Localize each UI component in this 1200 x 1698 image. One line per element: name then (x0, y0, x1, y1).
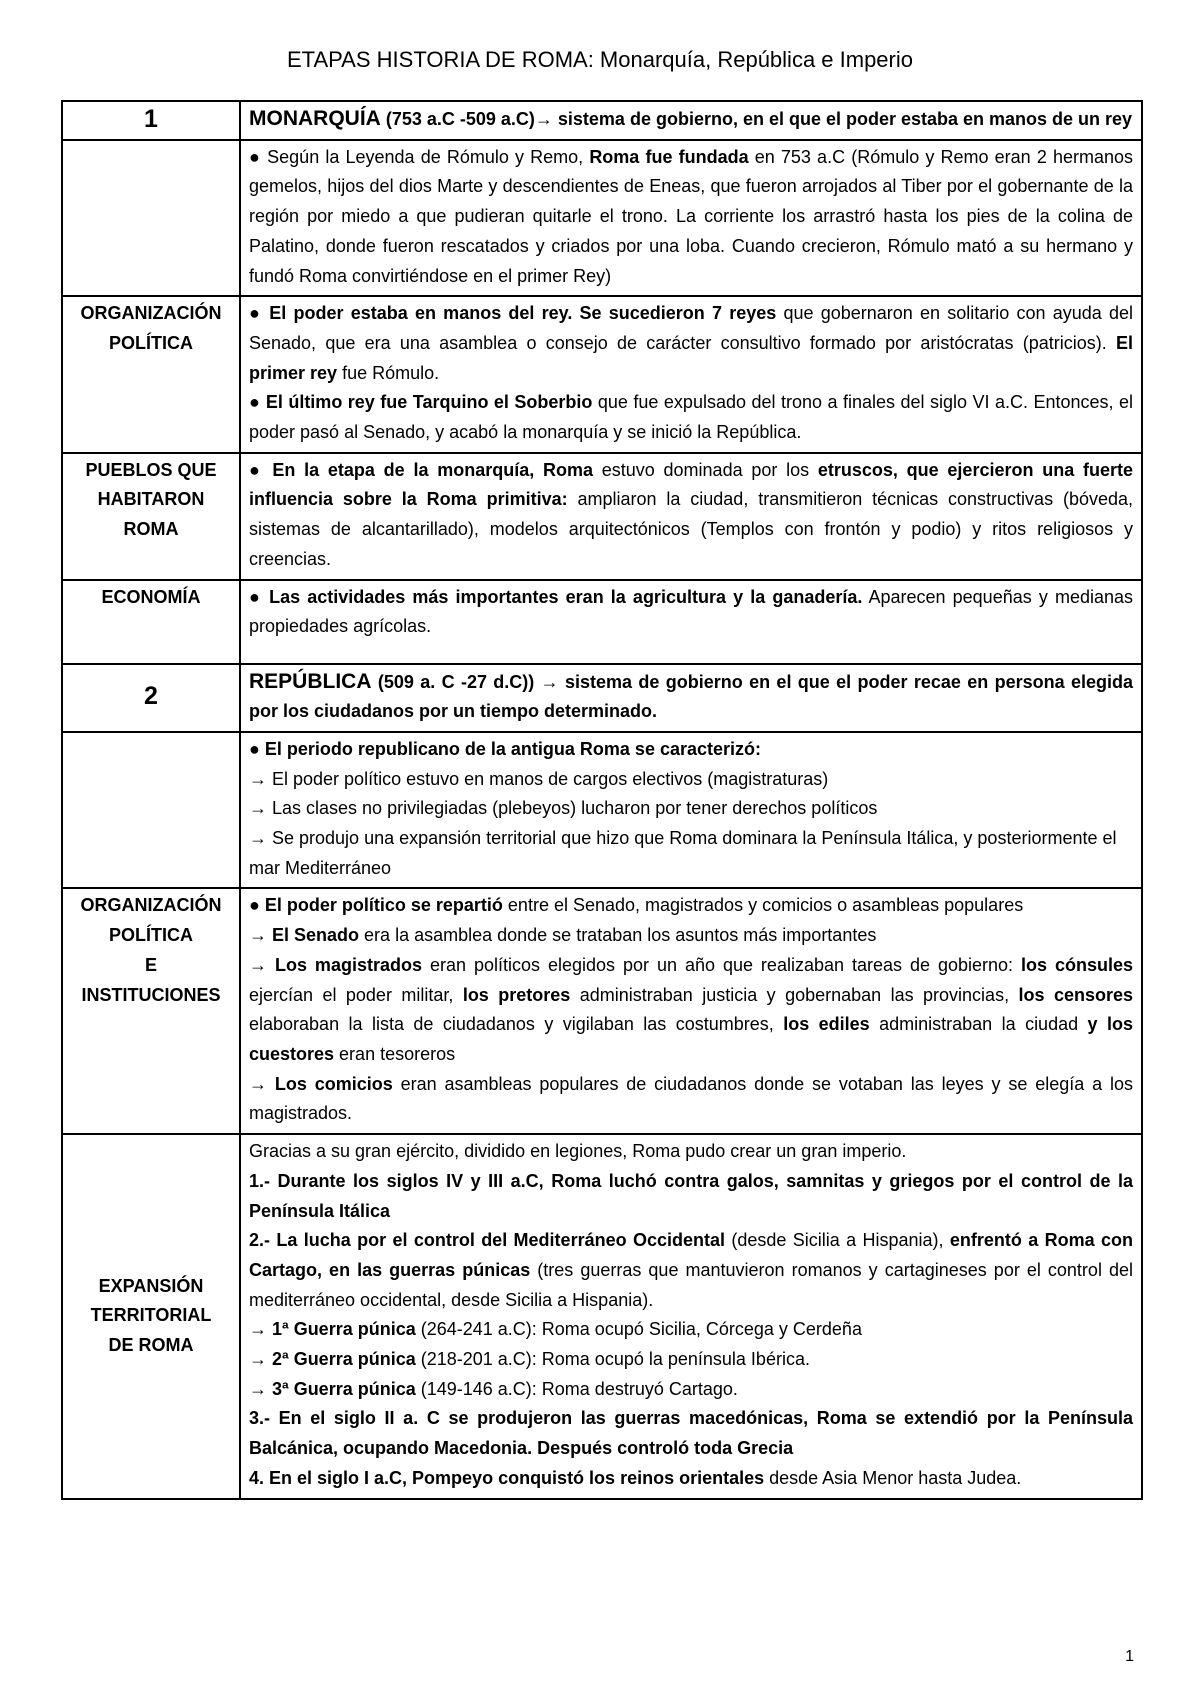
republica-expansion-text (240, 1134, 1142, 1498)
row-label-line: ORGANIZACIÓN (80, 895, 222, 916)
paragraph (249, 1345, 1133, 1375)
text-segment: → (249, 925, 273, 946)
paragraph (249, 1375, 1133, 1405)
paragraph (249, 299, 1133, 388)
text-segment: etruscos, que ejercieron una fuerte influencia sobre la Roma primitiva: (249, 459, 1133, 510)
page-title: ETAPAS HISTORIA DE ROMA: Monarquía, República e Imperio (286, 47, 913, 72)
text-segment: Gracias a su gran ejército, dividido en legiones, Roma pudo crear un gran imperio. (249, 1141, 907, 1162)
text-segment: fue Rómulo. (337, 362, 440, 383)
paragraph (249, 1464, 1133, 1494)
paragraph (249, 951, 1133, 1070)
text-segment: (264-241 a.C): Roma ocupó Sicilia, Córcega y Cerdeña (415, 1319, 862, 1340)
paragraph (249, 824, 1133, 883)
section-number: 2 (62, 664, 240, 732)
text-segment: → (249, 954, 275, 975)
text-segment: elaboraban la lista de ciudadanos y vigilaban las costumbres, (249, 1014, 784, 1035)
republica-organizacion-row (62, 888, 1142, 1134)
text-segment: que fue expulsado del trono a finales del siglo VI a.C. Entonces, el poder pasó al Senado, y acabó la monarquía y se inició la República. (249, 392, 1134, 443)
paragraph (249, 921, 1133, 951)
monarquia-header (240, 101, 1142, 140)
text-segment: El primer rey (249, 332, 1133, 383)
row-label-pueblos (62, 453, 240, 580)
text-segment: → (249, 1319, 273, 1340)
text-segment: ejercían el poder militar, (249, 984, 463, 1005)
monarquia-pueblos-text (240, 453, 1142, 580)
text-segment: Roma fue fundada (589, 146, 749, 167)
paragraph (249, 1404, 1133, 1463)
paragraph (249, 765, 1133, 795)
monarquia-economia-row (62, 580, 1142, 664)
text-segment: ● Las actividades más importantes eran la agricultura y la ganadería. (249, 586, 863, 607)
text-segment: → El poder político estuvo en manos de cargos electivos (magistraturas) (249, 768, 829, 789)
row-label-line: E (144, 954, 157, 975)
text-segment: Aparecen pequeñas y medianas propiedades agrícolas. (249, 586, 1134, 637)
text-segment: (218-201 a.C): Roma ocupó la península Ibérica. (415, 1349, 810, 1370)
monarquia-organizacion-text (240, 296, 1142, 453)
text-segment: y los cuestores (249, 1014, 1133, 1064)
republica-organizacion-text (240, 888, 1142, 1134)
republica-expansion-row (62, 1134, 1142, 1498)
text-segment: administraban justicia y gobernaban las provincias, (570, 984, 1019, 1005)
text-segment: ● (249, 146, 268, 167)
republica-header (240, 664, 1142, 732)
row-label-line: ORGANIZACIÓN (80, 303, 222, 324)
empty-label-cell (62, 140, 240, 297)
text-segment: ● El poder político se repartió (249, 895, 503, 916)
text-segment: entre el Senado, magistrados y comicios o asambleas populares (502, 895, 1024, 916)
paragraph (249, 1167, 1133, 1226)
text-segment: ampliaron la ciudad, transmitieron técnicas constructivas (bóveda, sistemas de alcantarillado), modelos arquitectónicos (Templos con frontón y podio) y ritos religiosos y creencias. (249, 489, 1133, 569)
paragraph (249, 1226, 1133, 1315)
text-segment: Los magistrados (274, 954, 422, 975)
republica-header-row (62, 664, 1142, 732)
text-segment: desde Asia Menor hasta Judea. (764, 1467, 1022, 1488)
text-segment: ● El periodo republicano de la antigua Roma se caracterizó: (249, 738, 761, 759)
text-segment: eran tesoreros (334, 1043, 456, 1064)
text-segment: 2ª Guerra púnica (272, 1349, 416, 1370)
text-segment: Los comicios (274, 1073, 393, 1094)
text-segment: MONARQUÍA (249, 107, 381, 130)
text-segment: 3ª Guerra púnica (272, 1378, 416, 1399)
row-label-line: ECONOMÍA (101, 586, 201, 607)
text-segment: eran asambleas populares de ciudadanos donde se votaban las leyes y se elegía a los magistrados. (249, 1073, 1133, 1124)
text-segment: que gobernaron en solitario con ayuda del Senado, que era una asamblea o consejo de carácter consultivo formado por aristócratas (patricios). (249, 303, 1133, 353)
paragraph (249, 1315, 1133, 1345)
text-segment: estuvo dominada por los (592, 459, 818, 480)
row-label-line: POLÍTICA (109, 332, 193, 353)
text-segment: ● El último rey fue Tarquino el Soberbio (249, 392, 593, 413)
text-segment: REPÚBLICA (249, 669, 372, 693)
text-segment: → (249, 1378, 273, 1399)
text-segment: 3.- En el siglo II a. C se produjeron las guerras macedónicas, Roma se extendió por la Península Balcánica, ocupando Macedonia. Después controló toda Grecia (249, 1408, 1133, 1459)
text-segment: los cónsules (1020, 954, 1133, 975)
row-label-line: PUEBLOS QUE (85, 459, 217, 480)
text-segment: → (249, 1349, 273, 1370)
paragraph (249, 1137, 1133, 1167)
paragraph (249, 891, 1133, 921)
row-label-line: ROMA (123, 519, 179, 540)
text-segment: (149-146 a.C): Roma destruyó Cartago. (415, 1378, 738, 1399)
history-table (61, 100, 1143, 1500)
text-segment: Según la Leyenda de Rómulo y Remo, (267, 146, 590, 167)
row-label-line: DE ROMA (108, 1335, 194, 1356)
republica-caracteristicas-text (240, 732, 1142, 889)
row-label-line: TERRITORIAL (90, 1305, 212, 1326)
monarquia-organizacion-row (62, 296, 1142, 453)
text-segment: 2.- La lucha por el control del Mediterráneo Occidental (249, 1230, 725, 1251)
text-segment: 1.- Durante los siglos IV y III a.C, Roma luchó contra galos, samnitas y griegos por el control de la Península Itálica (249, 1170, 1133, 1221)
text-segment: → Se produjo una expansión territorial que hizo que Roma dominara la Península Itálica, y posteriormente el mar Mediterráneo (249, 828, 1117, 878)
text-segment: enfrentó a Roma con Cartago, en las guerras púnicas (249, 1230, 1133, 1280)
text-segment: era la asamblea donde se trataban los asuntos más importantes (359, 925, 877, 946)
monarquia-header-row (62, 101, 1142, 140)
text-segment: los pretores (462, 984, 571, 1005)
row-label-line: EXPANSIÓN (98, 1275, 204, 1296)
text-segment: → (249, 1073, 275, 1094)
row-label-organizacion (62, 296, 240, 453)
monarquia-leyenda (240, 140, 1142, 297)
text-segment: (753 a.C -509 a.C)→ sistema de gobierno, en el que el poder estaba en manos de un rey (380, 109, 1133, 129)
text-segment: administraban la ciudad (869, 1014, 1088, 1035)
monarquia-pueblos-row (62, 453, 1142, 580)
row-label-line: POLÍTICA (109, 925, 193, 946)
text-segment: (tres guerras que mantuvieron romanos y cartagineses por el control del mediterráneo occidental, desde Sicilia a Hispania). (249, 1259, 1134, 1310)
monarquia-economia-text (240, 580, 1142, 664)
paragraph (249, 1070, 1133, 1129)
paragraph (249, 735, 1133, 765)
text-segment: los ediles (783, 1014, 870, 1035)
text-segment: 1ª Guerra púnica (272, 1319, 416, 1340)
text-segment: El Senado (272, 925, 360, 946)
text-segment: ● En la etapa de la monarquía, Roma (249, 459, 593, 480)
row-label-line: INSTITUCIONES (81, 984, 221, 1005)
paragraph (249, 388, 1133, 447)
text-segment: ● El poder estaba en manos del rey. Se sucedieron 7 reyes (249, 303, 777, 324)
section-number: 1 (62, 101, 240, 140)
text-segment: en 753 a.C (Rómulo y Remo eran 2 hermanos gemelos, hijos del dios Marte y descendientes de Eneas, que fueron arrojados al Tiber por el gobernante de la región por miedo a que pudieran quitarle el trono. La corriente los arrastró hasta los pies de la colina de Palatino, donde fueron rescatados y criados por una loba. Cuando crecieron, Rómulo mató a su hermano y fundó Roma convirtiéndose en el primer Rey) (249, 146, 1134, 286)
row-label-economia (62, 580, 240, 664)
row-label-organizacion-instituciones (62, 888, 240, 1134)
republica-caracteristicas-row (62, 732, 1142, 889)
page-number: 1 (1125, 1648, 1134, 1665)
paragraph (249, 794, 1133, 824)
empty-label-cell (62, 732, 240, 889)
monarquia-leyenda-row (62, 140, 1142, 297)
text-segment: los censores (1018, 984, 1134, 1005)
text-segment: (509 a. C -27 d.C)) → sistema de gobierno en el que el poder recae en persona elegida por los ciudadanos por un tiempo determinado. (249, 671, 1133, 722)
text-segment: eran políticos elegidos por un año que realizaban tareas de gobierno: (421, 954, 1021, 975)
row-label-expansion (62, 1134, 240, 1498)
text-segment: 4. En el siglo I a.C, Pompeyo conquistó los reinos orientales (249, 1467, 765, 1488)
row-label-line: HABITARON (97, 489, 205, 510)
text-segment: (desde Sicilia a Hispania), (724, 1230, 950, 1251)
text-segment: → Las clases no privilegiadas (plebeyos) lucharon por tener derechos políticos (249, 798, 878, 819)
